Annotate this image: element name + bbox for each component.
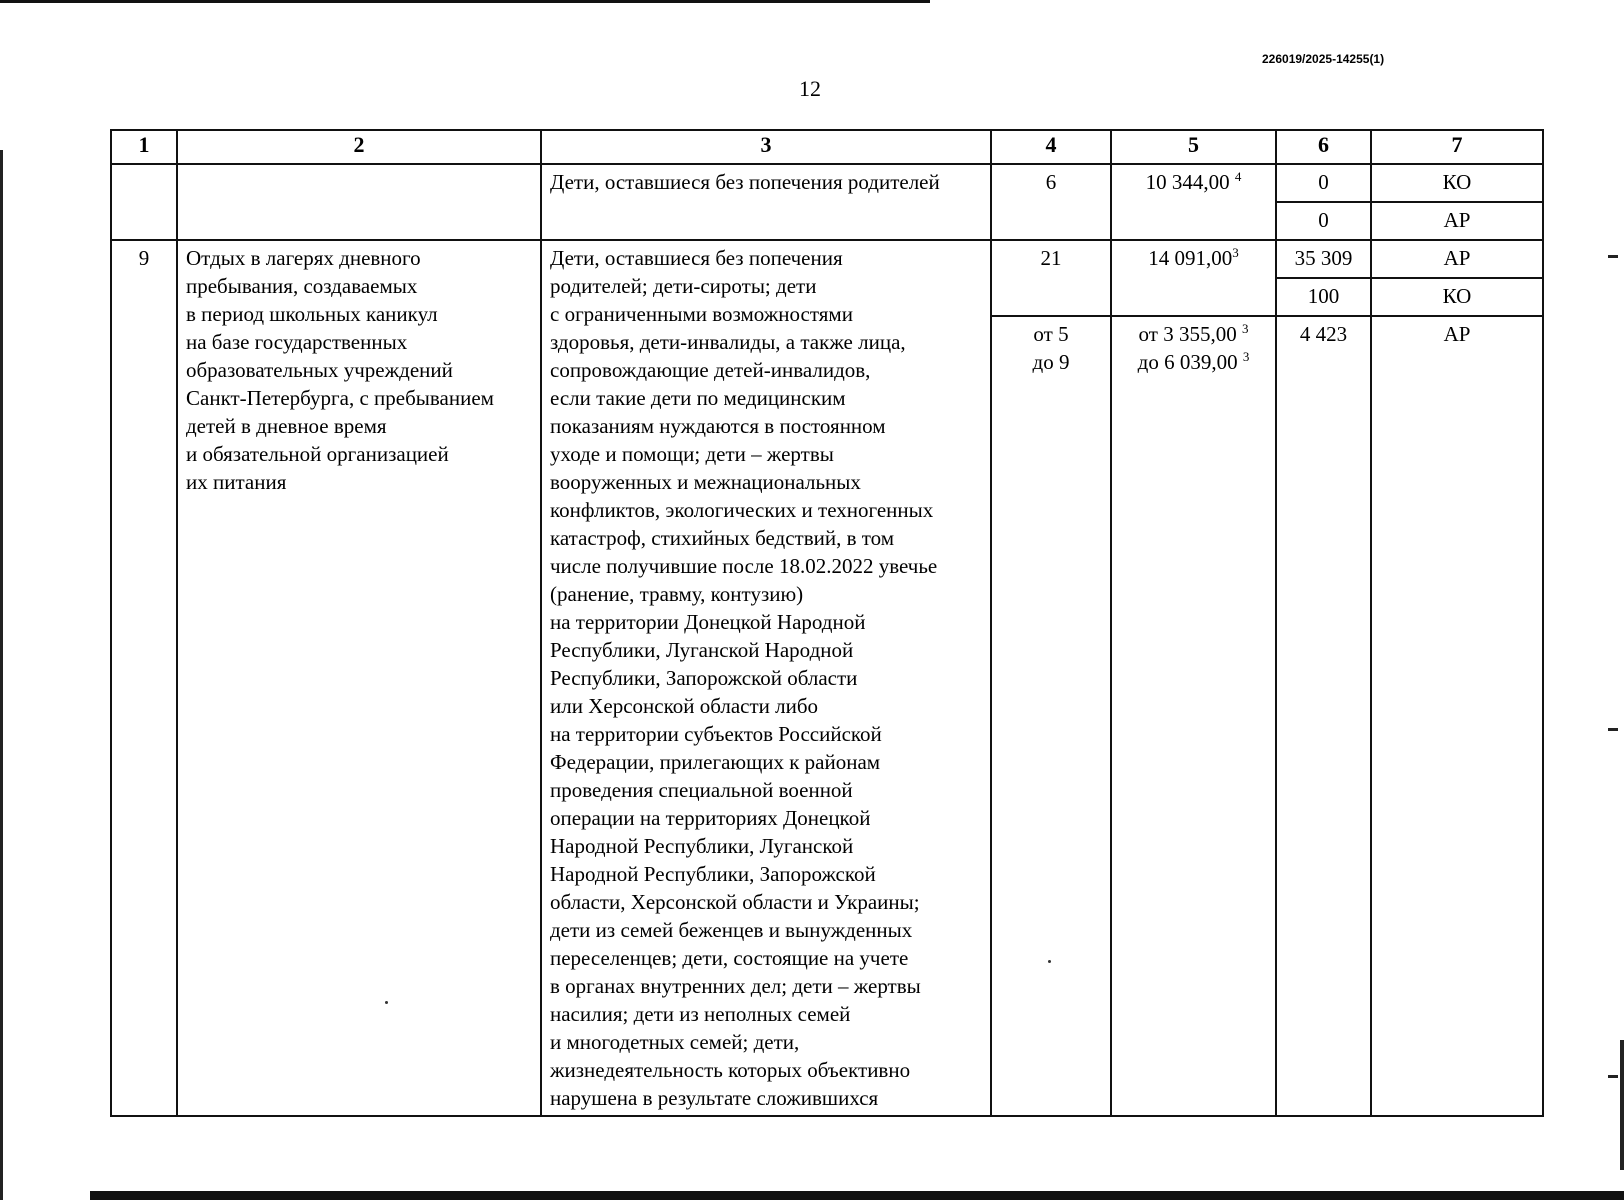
footnote-mark: 4 — [1234, 169, 1242, 184]
duration-from: от 5 — [1033, 322, 1069, 346]
column-header: 7 — [1371, 130, 1543, 164]
duration-cell: 21 — [991, 240, 1111, 316]
scan-edge-mark — [1608, 728, 1618, 731]
funding-type-cell: АР — [1371, 240, 1543, 278]
quantity-cell: 35 309 — [1276, 240, 1371, 278]
column-header: 6 — [1276, 130, 1371, 164]
footnote-mark: 3 — [1242, 349, 1250, 364]
quantity-cell: 0 — [1276, 202, 1371, 240]
service-cell — [177, 164, 541, 240]
column-header: 1 — [111, 130, 177, 164]
duration-cell: 6 — [991, 164, 1111, 240]
footnote-mark: 3 — [1232, 245, 1239, 260]
column-header: 3 — [541, 130, 991, 164]
footnote-mark: 3 — [1241, 321, 1249, 336]
scan-edge-top — [0, 0, 930, 3]
category-cell: Дети, оставшиеся без попечения родителей; дети-сироты; дети с ограниченными возможностями здоровья, дети-инвалиды, а также лица, сопровождающие детей-инвалидов, если такие дети по медицинским показаниям нуждаются в постоянном уходе и помощи; дети – жертвы вооруженных и межнациональных конфликтов, экологических и техногенных катастроф, стихийных бедствий, в том числе получившие после 18.02.2022 увечье (ранение, травму, контузию) на территории Донецкой Народной Республики, Луганской Народной Республики, Запорожской области или Херсонской области либо на территории субъектов Российской Федерации, прилегающих к районам проведения специальной военной операции на территориях Донецкой Народной Республики, Луганской Народной Республики, Запорожской области, Херсонской области и Украины; дети из семей беженцев и вынужденных переселенцев; дети, состоящие на учете в органах внутренних дел; дети – жертвы насилия; дети из неполных семей и многодетных семей; дети, жизнедеятельность которых объективно нарушена в результате сложившихся — [541, 240, 991, 1116]
duration-to: до 9 — [1032, 350, 1070, 374]
scan-edge-right — [1620, 1040, 1624, 1170]
scan-speck — [1048, 960, 1051, 963]
funding-type-cell: АР — [1371, 316, 1543, 1116]
column-header: 2 — [177, 130, 541, 164]
column-header: 4 — [991, 130, 1111, 164]
cost-to — [1120, 348, 1267, 376]
cost-to-value: до 6 039,00 — [1137, 350, 1238, 374]
duration-range-cell — [991, 316, 1111, 1116]
funding-type-cell: КО — [1371, 164, 1543, 202]
row-number-cell: 9 — [111, 240, 177, 1116]
scan-edge-left — [0, 150, 3, 1200]
cost-from-value: от 3 355,00 — [1138, 322, 1237, 346]
page-number: 12 — [799, 76, 821, 101]
table-header-row — [111, 130, 1543, 164]
document-number: 226019/2025-14255(1) — [1262, 52, 1385, 66]
quantity-cell: 100 — [1276, 278, 1371, 316]
category-cell: Дети, оставшиеся без попечения родителей — [541, 164, 991, 240]
table-row — [111, 164, 1543, 202]
quantity-cell: 4 423 — [1276, 316, 1371, 1116]
cost-range-cell — [1111, 316, 1276, 1116]
row-number-cell — [111, 164, 177, 240]
table-row — [111, 240, 1543, 278]
scan-edge-mark — [1608, 1075, 1618, 1078]
funding-type-cell: КО — [1371, 278, 1543, 316]
cost-value: 14 091,00 — [1148, 246, 1233, 270]
cost-value: 10 344,00 — [1145, 170, 1230, 194]
scan-edge-mark — [1608, 255, 1618, 258]
service-cell: Отдых в лагерях дневного пребывания, создаваемых в период школьных каникул на базе государственных образовательных учреждений Санкт-Петербурга, с пребыванием детей в дневное время и обязательной организацией их питания — [177, 240, 541, 1116]
cost-cell — [1111, 240, 1276, 316]
funding-type-cell: АР — [1371, 202, 1543, 240]
quantity-cell: 0 — [1276, 164, 1371, 202]
services-table — [110, 129, 1544, 1117]
cost-from — [1120, 320, 1267, 348]
cost-cell — [1111, 164, 1276, 240]
scan-speck — [385, 1001, 388, 1004]
column-header: 5 — [1111, 130, 1276, 164]
scan-edge-bottom — [90, 1191, 1624, 1200]
